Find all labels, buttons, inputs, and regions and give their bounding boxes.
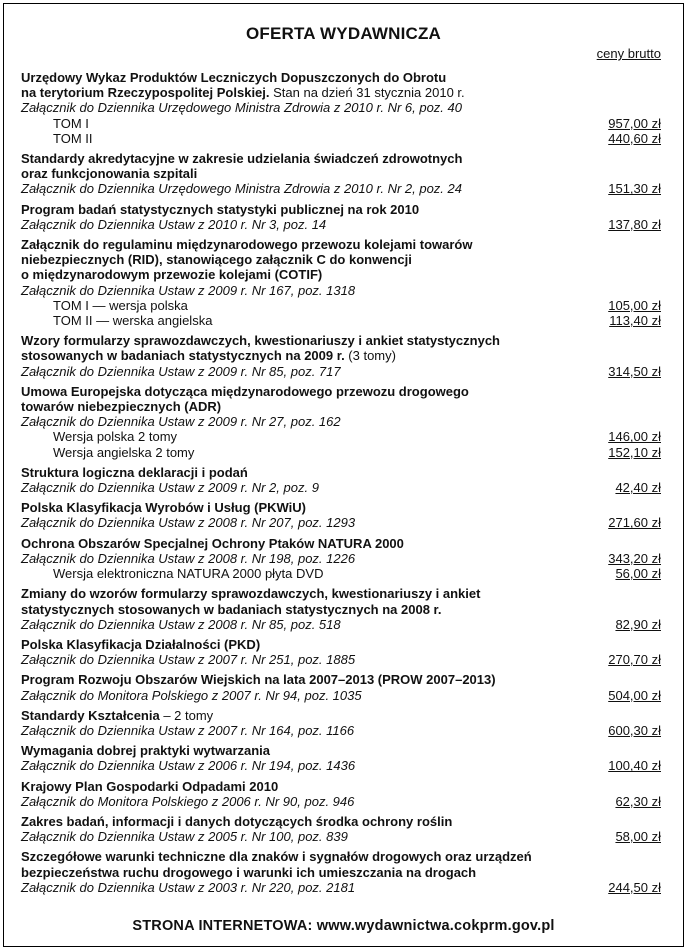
entry-reference: Załącznik do Dziennika Ustaw z 2009 r. Nr 85, poz. 717 [21,363,341,379]
page-title: OFERTA WYDAWNICZA [245,24,442,43]
entry-title: Standardy akredytacyjne w zakresie udzielania świadczeń zdrowotnych [21,151,463,167]
entry-line [21,480,661,495]
price: 152,10 zł [608,444,661,460]
price: 600,30 zł [608,722,661,738]
entry-line [21,779,661,794]
entry-reference: Załącznik do Dziennika Ustaw z 2010 r. Nr 3, poz. 14 [21,216,327,232]
entry-line [21,708,661,723]
entry-line [21,743,661,758]
entry-line [21,688,661,703]
entry-line [21,217,661,232]
price: 82,90 zł [615,616,661,632]
entry-line [21,283,661,298]
entry-title: Program Rozwoju Obszarów Wiejskich na lata 2007–2013 (PROW 2007–2013) [21,672,496,688]
entry-line [21,794,661,809]
price: 105,00 zł [608,297,661,313]
entry-line [21,829,661,844]
entry-line [21,465,661,480]
entry-text: TOM I — wersja polska [53,297,188,313]
publication-entry [21,465,661,495]
entry-title: Zmiany do wzorów formularzy sprawozdawczych, kwestionariuszy i ankiet [21,586,481,602]
entry-line [21,602,661,617]
entry-title: Zakres badań, informacji i danych dotyczących środka ochrony roślin [21,813,453,829]
entry-reference: Załącznik do Monitora Polskiego z 2006 r. Nr 90, poz. 946 [21,793,355,809]
publication-entry [21,849,661,895]
entry-title: Umowa Europejska dotycząca międzynarodowego przewozu drogowego [21,383,469,399]
entry-line [21,100,661,115]
entry-line [21,500,661,515]
price: 146,00 zł [608,429,661,445]
entry-reference: Załącznik do Dziennika Ustaw z 2007 r. Nr 251, poz. 1885 [21,652,356,668]
entry-reference: Załącznik do Dziennika Urzędowego Ministra Zdrowia z 2010 r. Nr 2, poz. 24 [21,181,462,197]
entry-title: stosowanych w badaniach statystycznych na 2009 r. [21,348,345,364]
entry-line [21,672,661,687]
entry-line [21,551,661,566]
entry-title: towarów niebezpiecznych (ADR) [21,399,222,415]
entry-title: na terytorium Rzeczypospolitej Polskiej. [21,85,270,101]
entry-title: bezpieczeństwa ruchu drogowego i warunki ich umieszczania na drogach [21,864,477,880]
publication-entry [21,202,661,232]
entry-line [21,202,661,217]
price: 957,00 zł [608,115,661,131]
website-url[interactable]: www.wydawnictwa.cokprm.gov.pl [316,918,555,934]
entry-line [21,723,661,738]
entry-title: oraz funkcjonowania szpitali [21,166,198,182]
publication-entry [21,637,661,667]
entry-reference: Załącznik do Monitora Polskiego z 2007 r. Nr 94, poz. 1035 [21,687,362,703]
entry-line [21,617,661,632]
entry-reference: Załącznik do Dziennika Ustaw z 2007 r. Nr 164, poz. 1166 [21,722,355,738]
volume-line [21,566,661,581]
publication-entry [21,586,661,632]
entry-title: Szczegółowe warunki techniczne dla znaków i sygnałów drogowych oraz urządzeń [21,849,532,865]
entry-line [21,586,661,601]
publication-entry [21,384,661,460]
entry-reference: Załącznik do Dziennika Ustaw z 2008 r. Nr 207, poz. 1293 [21,515,356,531]
offer-list [21,70,661,900]
entry-text: (3 tomy) [344,348,396,364]
volume-line [21,116,661,131]
entry-line [21,515,661,530]
price: 343,20 zł [608,550,661,566]
volume-line [21,298,661,313]
entry-title: Krajowy Plan Gospodarki Odpadami 2010 [21,778,279,794]
publication-entry [21,333,661,379]
price: 113,40 zł [609,313,661,329]
entry-reference: Załącznik do Dziennika Ustaw z 2006 r. Nr 194, poz. 1436 [21,758,356,774]
entry-line [21,849,661,864]
entry-text: Stan na dzień 31 stycznia 2010 r. [269,85,465,101]
entry-line [21,181,661,196]
price: 244,50 zł [608,879,661,895]
entry-title: Załącznik do regulaminu międzynarodowego przewozu kolejami towarów [21,237,473,253]
publication-entry [21,70,661,146]
entry-title: Polska Klasyfikacja Działalności (PKD) [21,636,261,652]
entry-title: Struktura logiczna deklaracji i podań [21,464,248,480]
publication-entry [21,500,661,530]
entry-reference: Załącznik do Dziennika Urzędowego Ministra Zdrowia z 2010 r. Nr 6, poz. 40 [21,100,462,116]
entry-line [21,237,661,252]
volume-line [21,313,661,328]
entry-title: niebezpiecznych (RID), stanowiącego załącznik C do konwencji [21,252,412,268]
price: 314,50 zł [608,363,661,379]
price: 42,40 zł [615,480,661,496]
entry-title: Polska Klasyfikacja Wyrobów i Usług (PKWiU) [21,500,306,516]
entry-title: Standardy Kształcenia [21,707,160,723]
publication-entry [21,708,661,738]
publication-entry [21,814,661,844]
entry-reference: Załącznik do Dziennika Ustaw z 2003 r. Nr 220, poz. 2181 [21,879,356,895]
volume-line [21,131,661,146]
entry-text: Wersja elektroniczna NATURA 2000 płyta DVD [53,566,324,582]
entry-reference: Załącznik do Dziennika Ustaw z 2008 r. Nr 85, poz. 518 [21,616,341,632]
entry-line [21,267,661,282]
entry-title: Program badań statystycznych statystyki publicznej na rok 2010 [21,201,420,217]
entry-title: Wzory formularzy sprawozdawczych, kwestionariuszy i ankiet statystycznych [21,333,500,349]
entry-line [21,637,661,652]
entry-title: Wymagania dobrej praktyki wytwarzania [21,743,271,759]
entry-title: Urzędowy Wykaz Produktów Leczniczych Dopuszczonych do Obrotu [21,70,447,85]
entry-reference: Załącznik do Dziennika Ustaw z 2005 r. Nr 100, poz. 839 [21,829,348,845]
entry-line [21,166,661,181]
price-column-header: ceny brutto [596,46,661,61]
entry-line [21,758,661,773]
entry-line [21,880,661,895]
publication-entry [21,779,661,809]
entry-reference: Załącznik do Dziennika Ustaw z 2008 r. Nr 198, poz. 1226 [21,550,356,566]
website-label: STRONA INTERNETOWA: [132,918,313,934]
publication-entry [21,536,661,582]
entry-title: Ochrona Obszarów Specjalnej Ochrony Ptaków NATURA 2000 [21,535,404,551]
price: 100,40 zł [608,758,661,774]
price: 58,00 zł [615,829,661,845]
entry-reference: Załącznik do Dziennika Ustaw z 2009 r. Nr 2, poz. 9 [21,480,319,496]
offer-page [3,3,684,947]
entry-line [21,652,661,667]
price: 62,30 zł [615,793,661,809]
entry-line [21,384,661,399]
entry-line [21,414,661,429]
entry-text: TOM II — werska angielska [53,313,213,329]
website-footer [4,918,683,934]
entry-reference: Załącznik do Dziennika Ustaw z 2009 r. Nr 27, poz. 162 [21,414,341,430]
entry-text: TOM I [53,115,89,131]
entry-line [21,865,661,880]
entry-line [21,252,661,267]
entry-line [21,151,661,166]
entry-line [21,399,661,414]
volume-line [21,445,661,460]
entry-line [21,536,661,551]
entry-line [21,333,661,348]
entry-reference: Załącznik do Dziennika Ustaw z 2009 r. Nr 167, poz. 1318 [21,282,356,298]
price: 440,60 zł [608,130,661,146]
entry-text: TOM II [53,130,93,146]
entry-line [21,814,661,829]
publication-entry [21,672,661,702]
price: 271,60 zł [608,515,661,531]
price: 270,70 zł [608,652,661,668]
publication-entry [21,151,661,197]
entry-title: o międzynarodowym przewozie kolejami (COTIF) [21,267,323,283]
price: 504,00 zł [608,687,661,703]
entry-text: – 2 tomy [159,707,214,723]
entry-text: Wersja polska 2 tomy [53,429,178,445]
entry-text: Wersja angielska 2 tomy [53,444,195,460]
publication-entry [21,743,661,773]
entry-line [21,85,661,100]
price: 137,80 zł [608,216,661,232]
price: 56,00 zł [615,566,661,582]
entry-line [21,364,661,379]
volume-line [21,429,661,444]
entry-line [21,348,661,363]
publication-entry [21,237,661,328]
entry-line [21,70,661,85]
price: 151,30 zł [608,181,661,197]
entry-title: statystycznych stosowanych w badaniach statystycznych na 2008 r. [21,601,442,617]
